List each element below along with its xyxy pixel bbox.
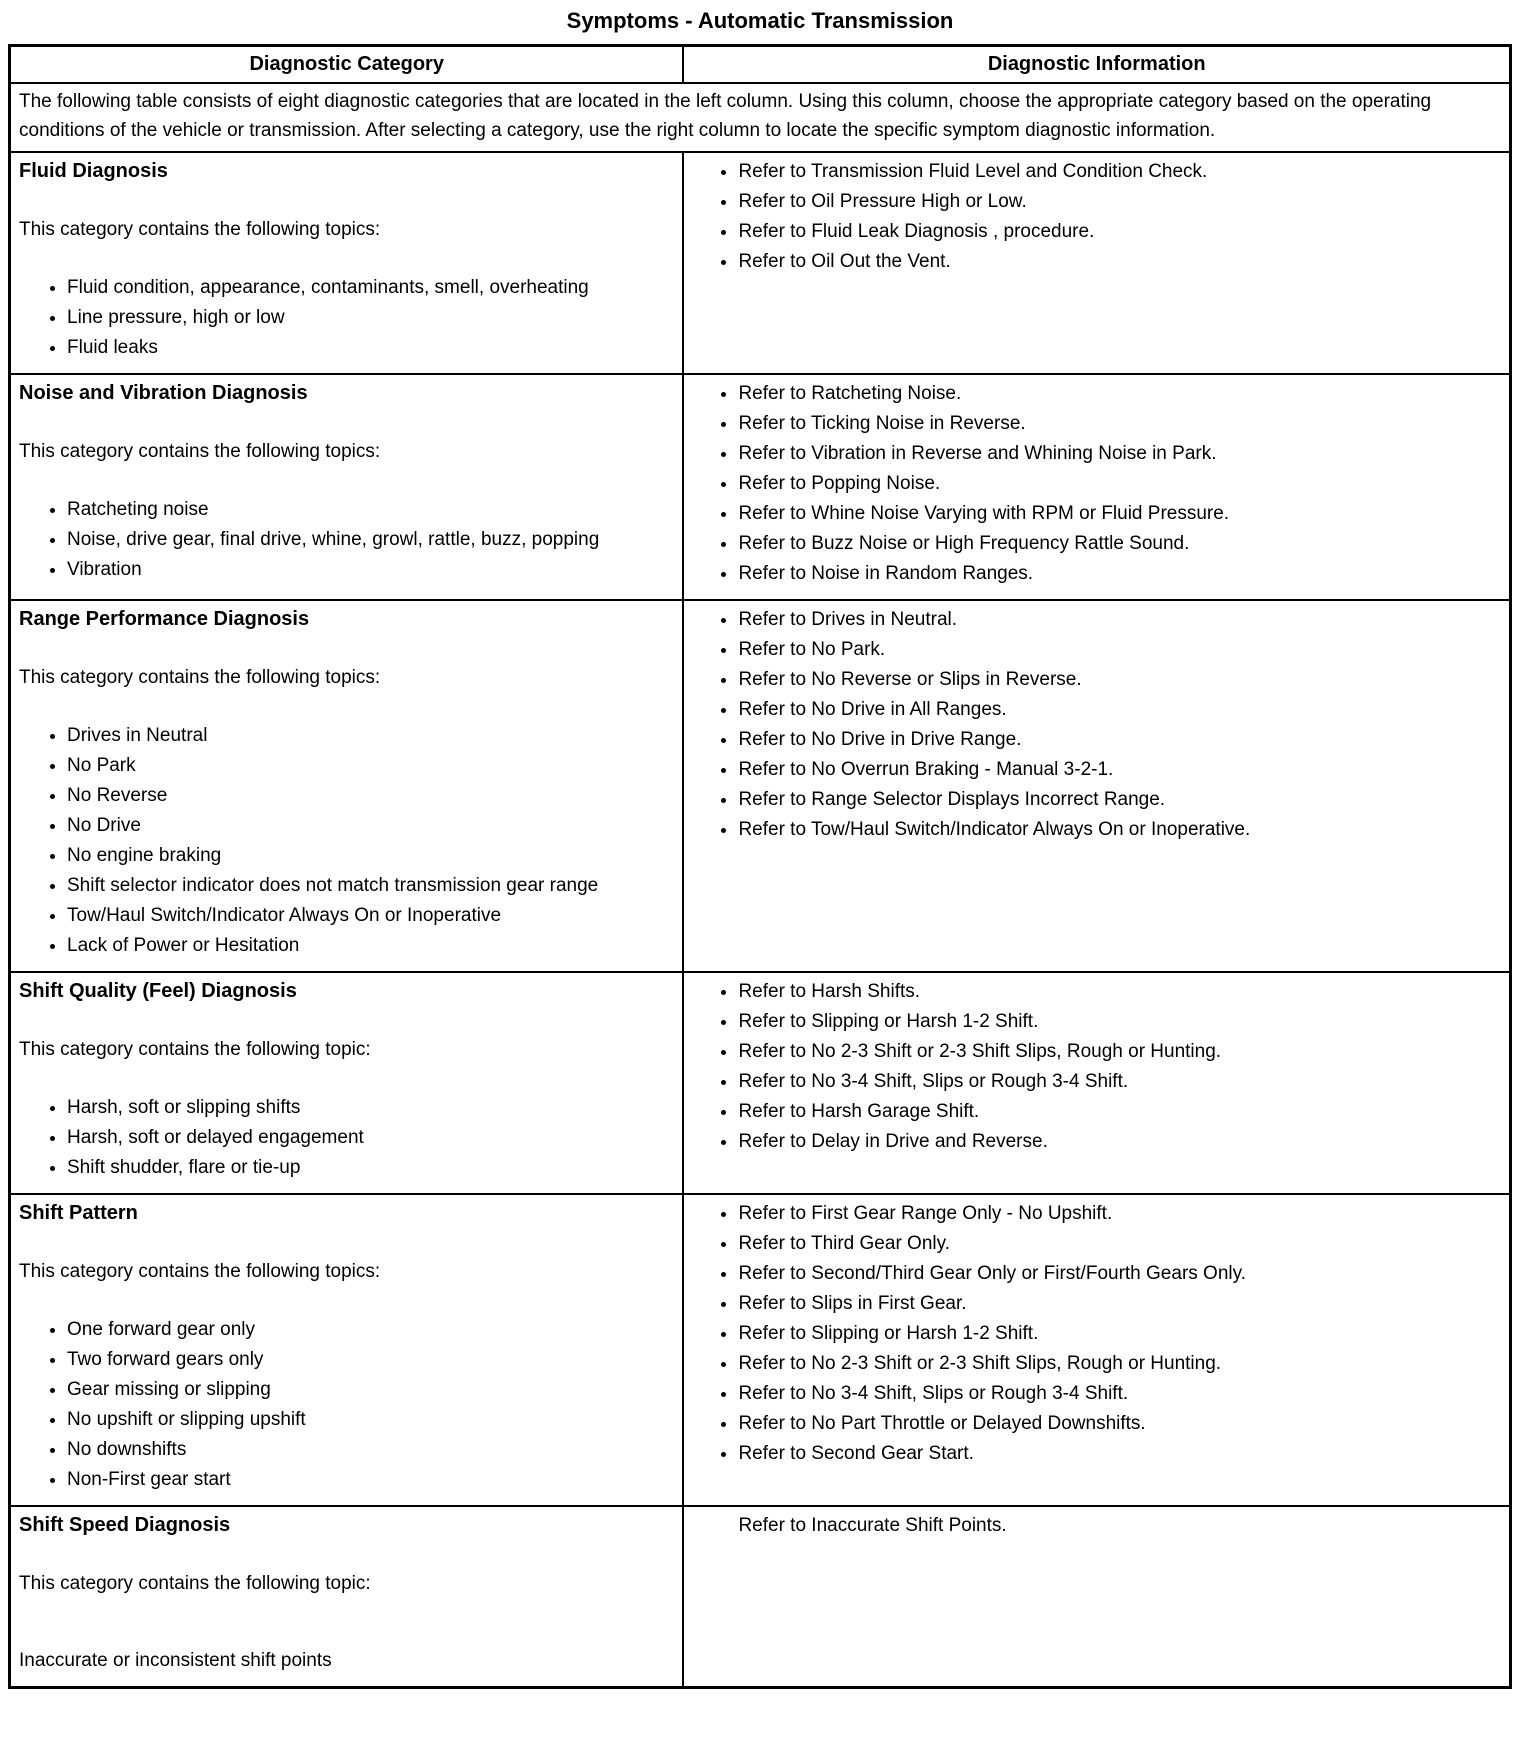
info-item: • Refer to No Park. <box>738 635 1501 664</box>
info-item: • Refer to Second Gear Start. <box>738 1439 1501 1468</box>
table-body <box>10 83 1511 1688</box>
topics-list <box>19 721 674 960</box>
info-item: • Refer to Ticking Noise in Reverse. <box>738 409 1501 438</box>
info-item: • Refer to No Drive in Drive Range. <box>738 725 1501 754</box>
topic-item: • Two forward gears only <box>67 1345 674 1374</box>
info-item: • Refer to Delay in Drive and Reverse. <box>738 1127 1501 1156</box>
info-list <box>692 605 1501 844</box>
info-list <box>692 157 1501 276</box>
info-item: • Refer to Third Gear Only. <box>738 1229 1501 1258</box>
info-cell <box>683 600 1510 972</box>
info-item: • Refer to Transmission Fluid Level and Condition Check. <box>738 157 1501 186</box>
table-row <box>10 152 1511 374</box>
info-item: • Refer to No 3-4 Shift, Slips or Rough 3-4 Shift. <box>738 1379 1501 1408</box>
topic-item: • No downshifts <box>67 1435 674 1464</box>
header-row <box>10 46 1511 84</box>
info-list <box>692 977 1501 1156</box>
info-item: • Refer to No 2-3 Shift or 2-3 Shift Slips, Rough or Hunting. <box>738 1037 1501 1066</box>
topic-item: • Vibration <box>67 555 674 584</box>
topics-list <box>19 1315 674 1494</box>
info-list <box>692 1511 1501 1540</box>
topic-item: • Shift shudder, flare or tie-up <box>67 1153 674 1182</box>
header-diagnostic-information: Diagnostic Information <box>683 46 1510 84</box>
info-item: • Refer to Tow/Haul Switch/Indicator Always On or Inoperative. <box>738 815 1501 844</box>
category-description: This category contains the following topics: <box>19 441 381 462</box>
topic-item: • Fluid leaks <box>67 333 674 362</box>
category-cell <box>10 1194 684 1506</box>
info-item: • Refer to Slipping or Harsh 1-2 Shift. <box>738 1007 1501 1036</box>
category-title: Range Performance Diagnosis <box>19 608 310 630</box>
intro-row <box>10 83 1511 152</box>
category-description: This category contains the following topics: <box>19 1261 381 1282</box>
topic-item: • Harsh, soft or delayed engagement <box>67 1123 674 1152</box>
topic-item: • Line pressure, high or low <box>67 303 674 332</box>
table-row <box>10 374 1511 600</box>
category-cell <box>10 1506 684 1688</box>
topic-item: • Fluid condition, appearance, contaminants, smell, overheating <box>67 273 674 302</box>
topics-list <box>19 273 674 362</box>
info-item: • Refer to First Gear Range Only - No Upshift. <box>738 1199 1501 1228</box>
topic-item: • Tow/Haul Switch/Indicator Always On or Inoperative <box>67 901 674 930</box>
info-item: • Refer to Slips in First Gear. <box>738 1289 1501 1318</box>
category-description: This category contains the following topics: <box>19 667 381 688</box>
info-cell <box>683 1506 1510 1688</box>
topics-list <box>19 495 674 584</box>
topic-item: • Lack of Power or Hesitation <box>67 931 674 960</box>
info-item: • Refer to No Part Throttle or Delayed Downshifts. <box>738 1409 1501 1438</box>
category-title: Fluid Diagnosis <box>19 160 168 182</box>
topic-item: • No upshift or slipping upshift <box>67 1405 674 1434</box>
table-row <box>10 1194 1511 1506</box>
topic-item: • Shift selector indicator does not match transmission gear range <box>67 871 674 900</box>
topic-item: • No Drive <box>67 811 674 840</box>
info-item: • Refer to Vibration in Reverse and Whining Noise in Park. <box>738 439 1501 468</box>
category-description: This category contains the following topics: <box>19 219 381 240</box>
topic-item: • Non-First gear start <box>67 1465 674 1494</box>
topic-item: • Noise, drive gear, final drive, whine, growl, rattle, buzz, popping <box>67 525 674 554</box>
info-item: • Refer to Buzz Noise or High Frequency Rattle Sound. <box>738 529 1501 558</box>
topic-item: • Ratcheting noise <box>67 495 674 524</box>
info-item: • Refer to Popping Noise. <box>738 469 1501 498</box>
info-item: • Refer to Ratcheting Noise. <box>738 379 1501 408</box>
header-diagnostic-category: Diagnostic Category <box>10 46 684 84</box>
category-title: Shift Pattern <box>19 1202 138 1224</box>
category-cell <box>10 972 684 1194</box>
info-item: • Refer to No Reverse or Slips in Reverse. <box>738 665 1501 694</box>
info-cell <box>683 1194 1510 1506</box>
category-description: This category contains the following topic: <box>19 1573 371 1594</box>
info-item: • Refer to No 3-4 Shift, Slips or Rough 3-4 Shift. <box>738 1067 1501 1096</box>
topic-item: • Gear missing or slipping <box>67 1375 674 1404</box>
topics-list <box>19 1646 674 1675</box>
info-item: • Refer to Noise in Random Ranges. <box>738 559 1501 588</box>
category-cell <box>10 374 684 600</box>
table-row <box>10 1506 1511 1688</box>
category-title: Noise and Vibration Diagnosis <box>19 382 308 404</box>
info-item: • Refer to Slipping or Harsh 1-2 Shift. <box>738 1319 1501 1348</box>
topic-item: • No engine braking <box>67 841 674 870</box>
info-item: • Refer to No Overrun Braking - Manual 3-2-1. <box>738 755 1501 784</box>
info-item: • Refer to No 2-3 Shift or 2-3 Shift Slips, Rough or Hunting. <box>738 1349 1501 1378</box>
info-cell <box>683 972 1510 1194</box>
info-item: • Refer to Drives in Neutral. <box>738 605 1501 634</box>
intro-text: The following table consists of eight diagnostic categories that are located in the left column. Using this column, choose the appropriate category based on the operating conditions of the vehicle or transmission. After selecting a category, use the right column to locate the specific symptom diagnostic information. <box>10 83 1511 152</box>
category-cell <box>10 600 684 972</box>
info-item: • Refer to Harsh Garage Shift. <box>738 1097 1501 1126</box>
category-title: Shift Speed Diagnosis <box>19 1514 231 1536</box>
info-item: Refer to Inaccurate Shift Points. <box>738 1515 1007 1536</box>
topic-item: Inaccurate or inconsistent shift points <box>19 1650 332 1671</box>
info-item: • Refer to Range Selector Displays Incorrect Range. <box>738 785 1501 814</box>
category-title: Shift Quality (Feel) Diagnosis <box>19 980 297 1002</box>
info-item: • Refer to No Drive in All Ranges. <box>738 695 1501 724</box>
category-description: This category contains the following topic: <box>19 1039 371 1060</box>
info-list <box>692 1199 1501 1468</box>
info-item: • Refer to Oil Pressure High or Low. <box>738 187 1501 216</box>
category-cell <box>10 152 684 374</box>
info-cell <box>683 152 1510 374</box>
topic-item: • Drives in Neutral <box>67 721 674 750</box>
table-row <box>10 600 1511 972</box>
info-list <box>692 379 1501 588</box>
info-item: • Refer to Harsh Shifts. <box>738 977 1501 1006</box>
info-item: • Refer to Oil Out the Vent. <box>738 247 1501 276</box>
topic-item: • One forward gear only <box>67 1315 674 1344</box>
page-title: Symptoms - Automatic Transmission <box>566 8 954 33</box>
topic-item: • Harsh, soft or slipping shifts <box>67 1093 674 1122</box>
info-item: • Refer to Whine Noise Varying with RPM or Fluid Pressure. <box>738 499 1501 528</box>
info-cell <box>683 374 1510 600</box>
info-item: • Refer to Fluid Leak Diagnosis , procedure. <box>738 217 1501 246</box>
topic-item: • No Park <box>67 751 674 780</box>
table-row <box>10 972 1511 1194</box>
info-item: • Refer to Second/Third Gear Only or First/Fourth Gears Only. <box>738 1259 1501 1288</box>
topic-item: • No Reverse <box>67 781 674 810</box>
topics-list <box>19 1093 674 1182</box>
diagnostic-table <box>8 44 1512 1689</box>
